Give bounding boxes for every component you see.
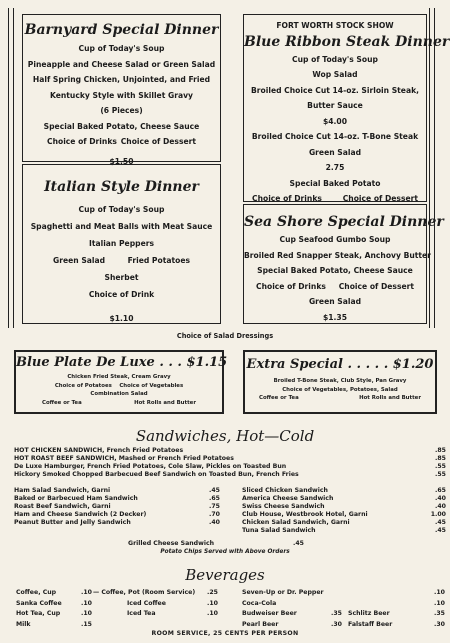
blue-ribbon-header: FORT WORTH STOCK SHOW [276,21,394,30]
italian-line: Sherbet [104,273,139,282]
menu-item: Hot Tea, Cup .10 [16,610,92,618]
beverages-col-3 [242,588,342,631]
sea-shore-price: $1.35 [322,312,348,322]
blue-ribbon-line: $4.00 [322,116,348,126]
extra-special-box [243,350,437,414]
left-rule-inner [13,8,14,328]
menu-item: Chicken Salad Sandwich, Garni .45 [242,519,446,527]
blue-ribbon-line: Green Salad [308,147,362,157]
beverages-col-1 [16,588,92,631]
blue-ribbon-drinks: Choice of Drinks [252,194,322,203]
menu-item: Iced Coffee .10 [127,599,218,607]
italian-price: $1.10 [109,314,134,323]
menu-item: HOT CHICKEN SANDWICH, French Fried Potatoes .85 [14,447,446,454]
blue-ribbon-line: Broiled Choice Cut 14-oz. Sirloin Steak, [250,85,419,95]
blue-plate-rolls: Hot Rolls and Butter [134,399,196,406]
sandwich-right-list [242,487,446,536]
sea-shore-box [243,204,444,324]
italian-line: Choice of Drink [88,290,155,299]
menu-item: Falstaff Beer .30 [348,621,445,629]
barnyard-dinner-box [22,14,221,166]
barnyard-drinks: Choice of Drinks [47,137,117,146]
blue-plate-title: Blue Plate De Luxe . . . $1.15 [16,355,228,370]
left-rule [8,8,9,328]
blue-ribbon-line: Broiled Choice Cut 14-oz. T-Bone Steak [251,132,419,141]
blue-plate-line: Combination Salad [90,391,148,397]
menu-item: Roast Beef Sandwich, Garni .75 [14,503,220,511]
italian-line: Italian Peppers [89,239,154,248]
menu-item: Coffee, Cup .10 [16,589,92,596]
sea-shore-line: Cup Seafood Gumbo Soup [279,235,391,244]
menu-item: Ham and Cheese Sandwich (2 Decker) .70 [14,511,220,519]
blue-ribbon-line: Wop Salad [312,70,358,79]
blue-plate-line: Chicken Fried Steak, Cream Gravy [67,374,171,380]
menu-item: .10 [434,589,445,596]
menu-item: Seven-Up or Dr. Pepper [242,589,324,596]
sea-shore-line: Broiled Red Snapper Steak, Anchovy Butter [244,250,431,260]
menu-item: Coca-Cola [242,599,277,607]
beverages-heading: Beverages [185,566,265,584]
menu-item: Sliced Chicken Sandwich .65 [242,487,446,494]
room-service-note: ROOM SERVICE, 25 CENTS PER PERSON [151,630,299,637]
extra-special-line: Choice of Vegetables, Potatoes, Salad [282,386,398,393]
right-rule-inner [434,8,435,328]
barnyard-dessert: Choice of Dessert [120,137,196,146]
menu-item: Schlitz Beer .35 [348,610,445,618]
menu-item: De Luxe Hamburger, French Fried Potatoes, Cole Slaw, Pickles on Toasted Bun .55 [14,463,446,471]
sea-shore-line: Green Salad [308,297,362,306]
italian-dinner-box [22,164,221,324]
menu-item: Club House, Westbrook Hotel, Garni 1.00 [242,511,446,519]
blue-plate-line: Choice of Potatoes Choice of Vegetables [54,382,184,389]
potato-chips-note: Potato Chips Served with Above Orders [160,549,290,555]
blue-ribbon-line: Butter Sauce [307,101,363,110]
right-rule [429,8,430,328]
sea-shore-line: Special Baked Potato, Cheese Sauce [257,266,413,275]
barnyard-title: Barnyard Special Dinner [24,22,219,38]
menu-item: HOT ROAST BEEF SANDWICH, Mashed or French Fried Potatoes .85 [14,455,446,463]
sandwich-full-list [14,447,446,479]
menu-item: Tuna Salad Sandwich .45 [242,527,446,535]
barnyard-line: Pineapple and Cheese Salad or Green Salad [27,59,216,69]
blue-ribbon-box [243,14,450,203]
sea-shore-drinks: Choice of Drinks [256,281,326,291]
menu-item: Hickory Smoked Chopped Barbecued Beef Sandwich on Toasted Bun, French Fries .55 [14,471,446,479]
menu-item: Pearl Beer .30 [242,621,342,629]
italian-salad: Green Salad [53,256,106,265]
blue-ribbon-title: Blue Ribbon Steak Dinner [244,33,450,50]
barnyard-line: Half Spring Chicken, Unjointed, and Fried [32,75,211,84]
sea-shore-title: Sea Shore Special Dinner [244,214,444,230]
extra-special-coffee: Coffee or Tea [259,395,299,401]
extra-special-line: Broiled T-Bone Steak, Club Style, Pan Gravy [273,378,407,384]
menu-item: America Cheese Sandwich .40 [242,495,446,503]
menu-item: Milk .15 [16,621,92,629]
blue-ribbon-line: 2.75 [325,163,345,172]
barnyard-line: Cup of Today's Soup [78,44,165,53]
menu-item: Budweiser Beer .35 [242,610,342,618]
sandwiches-heading: Sandwiches, Hot—Cold [135,427,315,445]
blue-ribbon-line: Cup of Today's Soup [292,54,378,64]
menu-item: Sanka Coffee .10 [16,599,92,607]
italian-title: Italian Style Dinner [44,179,199,195]
italian-line: Spaghetti and Meat Balls with Meat Sauce [30,222,213,231]
beverages-col-4 [348,588,445,631]
sea-shore-dessert: Choice of Dessert [338,281,414,291]
menu-item: Baked or Barbecued Ham Sandwich .65 [14,495,220,503]
extra-special-title: Extra Special . . . . . $1.20 [246,357,434,372]
italian-potatoes: Fried Potatoes [127,256,190,265]
barnyard-line: (6 Pieces) [100,106,143,115]
blue-ribbon-line: Special Baked Potato [289,178,381,188]
grilled-cheese-item: Grilled Cheese Sandwich .45 [128,540,304,547]
menu-item: — Coffee, Pot (Room Service) .25 [93,589,218,596]
blue-plate-coffee: Coffee or Tea [42,399,82,406]
menu-item: Swiss Cheese Sandwich .40 [242,503,446,511]
menu-item: Ham Salad Sandwich, Garni .45 [14,487,220,494]
barnyard-line: Special Baked Potato, Cheese Sauce [43,121,200,131]
blue-ribbon-dessert: Choice of Dessert [342,194,418,203]
menu-item: Iced Tea .10 [127,610,218,618]
barnyard-line: Kentucky Style with Skillet Gravy [50,90,193,100]
extra-special-rolls: Hot Rolls and Butter [359,395,421,401]
sandwich-left-list [14,487,220,527]
salad-dressings-note: Choice of Salad Dressings [176,332,274,340]
menu-item: .10 [434,599,445,607]
barnyard-price: $1.50 [109,156,134,166]
beverages-col-2 [93,588,218,620]
italian-line: Cup of Today's Soup [78,205,165,214]
menu-item: Peanut Butter and Jelly Sandwich .40 [14,519,220,527]
blue-plate-box [14,350,228,414]
